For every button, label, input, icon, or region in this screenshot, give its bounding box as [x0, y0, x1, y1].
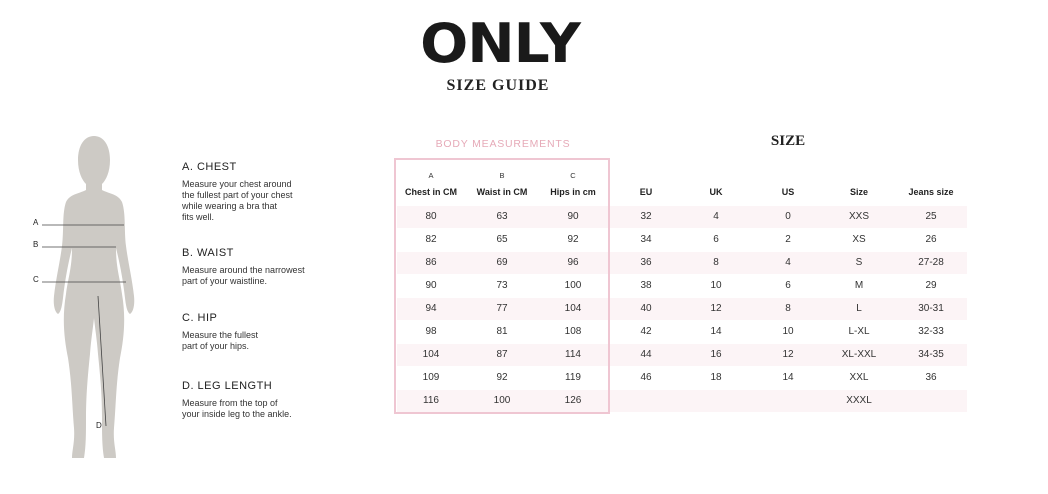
body-cell: 100: [493, 395, 511, 406]
size-cell: [688, 390, 744, 412]
size-cell: 30-31: [918, 303, 944, 314]
size-cell: 2: [785, 234, 791, 245]
size-cell: XXL: [849, 372, 869, 383]
body-cell: 98: [425, 326, 437, 337]
page-subtitle: SIZE GUIDE: [446, 77, 550, 94]
body-cell: 96: [567, 257, 579, 268]
measure-line: fits well.: [182, 212, 215, 222]
body-cell: 90: [425, 280, 437, 291]
measure-line: Measure from the top of: [182, 398, 278, 408]
size-cell: S: [855, 257, 863, 268]
size-cell: XL-XXL: [841, 349, 877, 360]
column-header: UK: [709, 187, 723, 197]
body-cell: 104: [422, 349, 440, 360]
body-cell: 63: [496, 211, 508, 222]
body-cell: 108: [564, 326, 582, 337]
measure-line: Measure around the narrowest: [182, 265, 305, 275]
size-cell: 0: [785, 211, 791, 222]
body-cell: 90: [567, 211, 579, 222]
measure-title: B. WAIST: [182, 247, 234, 259]
body-cell: 82: [425, 234, 437, 245]
column-letter: B: [499, 171, 505, 180]
body-cell: 80: [425, 211, 437, 222]
size-table-title: SIZE: [770, 133, 806, 149]
body-cell: 119: [565, 372, 581, 383]
size-cell: 18: [710, 372, 722, 383]
size-cell: 38: [640, 280, 652, 291]
body-cell: 77: [496, 303, 508, 314]
measure-title: A. CHEST: [182, 161, 237, 173]
size-cell: 26: [925, 234, 937, 245]
size-cell: 6: [713, 234, 719, 245]
body-cell: 73: [496, 280, 508, 291]
size-cell: XXS: [848, 211, 869, 222]
size-cell: 16: [710, 349, 722, 360]
body-cell: 92: [496, 372, 508, 383]
column-header: EU: [639, 187, 653, 197]
size-cell: 40: [640, 303, 652, 314]
size-cell: 34-35: [918, 349, 944, 360]
measure-chest: [182, 162, 332, 223]
marker-a: A: [33, 218, 39, 227]
measure-line: part of your hips.: [182, 341, 250, 351]
column-header: Waist in CM: [476, 187, 528, 197]
body-cell: 86: [425, 257, 437, 268]
measure-waist: [182, 248, 332, 287]
size-cell: M: [854, 280, 864, 291]
measure-line: your inside leg to the ankle.: [182, 409, 292, 419]
marker-b: B: [33, 240, 39, 249]
size-cell: 25: [925, 211, 937, 222]
column-header: Size: [849, 187, 868, 197]
body-cell: 94: [425, 303, 437, 314]
size-cell: 6: [785, 280, 791, 291]
size-cell: 34: [640, 234, 652, 245]
measure-title: D. LEG LENGTH: [182, 380, 273, 392]
column-header: Hips in cm: [550, 187, 596, 197]
body-cell: 65: [496, 234, 508, 245]
body-silhouette-illustration: [28, 128, 158, 468]
measure-title: C. HIP: [182, 312, 218, 324]
size-cell: 12: [782, 349, 794, 360]
column-header: Chest in CM: [404, 187, 457, 197]
size-cell: 32-33: [918, 326, 944, 337]
size-cell: 27-28: [918, 257, 944, 268]
column-letter: C: [570, 171, 576, 180]
size-cell: 8: [713, 257, 719, 268]
size-cell: 29: [925, 280, 937, 291]
size-cell: 10: [782, 326, 794, 337]
measure-line: Measure the fullest: [182, 330, 259, 340]
body-cell: 104: [564, 303, 582, 314]
body-cell: 100: [564, 280, 582, 291]
size-cell: 32: [640, 211, 652, 222]
body-cell: 87: [496, 349, 508, 360]
size-cell: L-XL: [848, 326, 870, 337]
column-header: US: [781, 187, 795, 197]
size-cell: XS: [852, 234, 866, 245]
size-cell: 8: [785, 303, 791, 314]
size-cell: [760, 390, 816, 412]
body-cell: 92: [567, 234, 579, 245]
size-cell: [898, 390, 964, 412]
size-cell: 36: [640, 257, 652, 268]
body-cell: 109: [422, 372, 440, 383]
size-cell: 14: [782, 372, 794, 383]
body-cell: 69: [496, 257, 508, 268]
size-cell: XXXL: [846, 395, 872, 406]
size-cell: 4: [713, 211, 719, 222]
measure-leg-length: [182, 381, 332, 420]
size-cell: L: [856, 303, 862, 314]
brand-logo: ONLY: [420, 12, 580, 75]
column-header: Jeans size: [908, 187, 954, 197]
measure-line: while wearing a bra that: [182, 201, 278, 211]
measure-hip: [182, 313, 332, 352]
body-cell: 126: [564, 395, 582, 406]
measure-line: the fullest part of your chest: [182, 190, 293, 200]
size-cell: 12: [710, 303, 722, 314]
body-cell: 116: [423, 395, 439, 406]
marker-c: C: [33, 275, 39, 284]
size-cell: [618, 390, 674, 412]
body-cell: 81: [496, 326, 508, 337]
column-letter: A: [428, 171, 434, 180]
silhouette-shape: [54, 136, 135, 458]
body-cell: 114: [565, 349, 581, 360]
body-measurements-title: BODY MEASUREMENTS: [435, 138, 571, 150]
size-cell: 44: [640, 349, 652, 360]
size-cell: 42: [640, 326, 652, 337]
size-cell: 14: [710, 326, 722, 337]
measure-line: Measure your chest around: [182, 179, 292, 189]
size-cell: 4: [785, 257, 791, 268]
size-cell: 36: [925, 372, 937, 383]
measure-line: part of your waistline.: [182, 276, 268, 286]
size-cell: 10: [710, 280, 722, 291]
marker-d: D: [96, 421, 102, 430]
size-cell: 46: [640, 372, 652, 383]
